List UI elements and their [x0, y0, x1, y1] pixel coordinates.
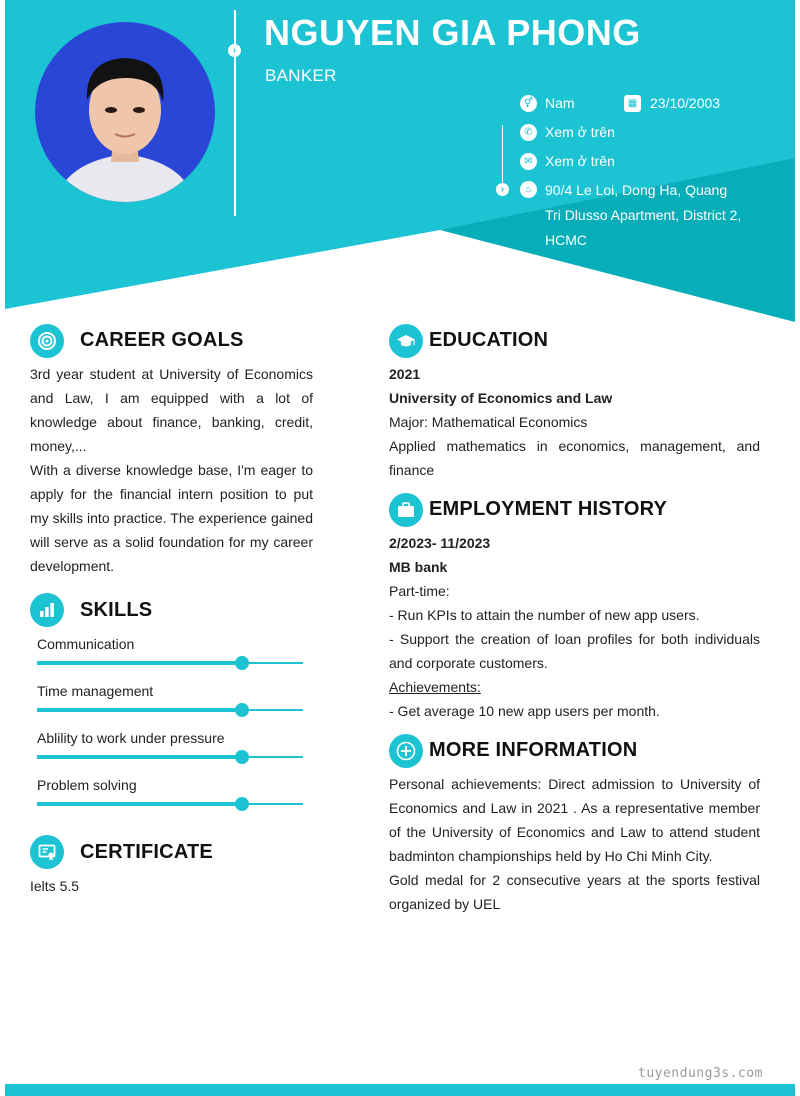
candidate-name: NGUYEN GIA PHONG	[264, 12, 641, 53]
certificate-icon	[30, 835, 64, 869]
skill-bar-fill	[37, 755, 242, 759]
email-icon: ✉	[520, 153, 537, 170]
employment-period: 2/2023- 11/2023	[389, 535, 491, 551]
employment-type: Part-time:	[389, 583, 450, 599]
contact-phone: Xem ở trên	[545, 124, 615, 140]
calendar-icon: ▦	[624, 95, 641, 112]
employment-title: EMPLOYMENT HISTORY	[429, 498, 668, 520]
more-info-paragraph-1: Personal achievements: Direct admission to University of Economics and Law in 2021 . As a representative member of the University of Economics and Law to attend student badminton championships held by Ho Chi Minh City.	[389, 776, 760, 864]
education-major: Major: Mathematical Economics	[389, 414, 588, 430]
header-divider-line	[234, 10, 236, 216]
contact-gender: Nam	[545, 95, 575, 111]
skill-bar	[37, 662, 303, 664]
education-title: EDUCATION	[429, 329, 549, 351]
skill-bar	[37, 803, 303, 805]
contact-address-line-3: HCMC	[545, 232, 587, 248]
bar-chart-icon	[30, 593, 64, 627]
avatar	[35, 22, 215, 202]
education-school: University of Economics and Law	[389, 390, 613, 406]
certificate-item: Ielts 5.5	[30, 878, 80, 894]
contact-email: Xem ở trên	[545, 153, 615, 169]
employment-duty: - Run KPIs to attain the number of new app users.	[389, 607, 700, 623]
skill-label: Time management	[37, 683, 154, 699]
career-goals-title: CAREER GOALS	[80, 329, 244, 351]
chevron-right-icon: ›	[228, 44, 241, 57]
career-goals-paragraph-2: With a diverse knowledge base, I'm eager to apply for the financial intern position to put my skills into practice. The experience gained will serve as a solid foundation for my career development.	[30, 462, 313, 574]
skill-bar-knob	[235, 797, 249, 811]
career-goals-paragraph-1: 3rd year student at University of Economics and Law, I am equipped with a lot of knowledge about finance, banking, credit, money,...	[30, 366, 313, 454]
watermark: tuyendung3s.com	[638, 1066, 763, 1081]
skill-bar-fill	[37, 802, 242, 806]
contact-birthdate: 23/10/2003	[650, 95, 721, 111]
briefcase-icon	[389, 493, 423, 527]
employment-achievement: - Get average 10 new app users per month.	[389, 703, 660, 719]
skill-label: Ablility to work under pressure	[37, 730, 225, 746]
employment-achievements-label: Achievements:	[389, 679, 481, 695]
skill-bar-knob	[235, 750, 249, 764]
certificate-title: CERTIFICATE	[80, 841, 213, 863]
job-title: BANKER	[265, 66, 337, 85]
home-icon: ⌂	[520, 181, 537, 198]
gender-icon: ⚥	[520, 95, 537, 112]
avatar-portrait	[35, 22, 215, 202]
education-description: Applied mathematics in economics, management, and finance	[389, 438, 760, 478]
phone-icon: ✆	[520, 124, 537, 141]
skill-bar	[37, 709, 303, 711]
skill-bar-fill	[37, 661, 242, 665]
contact-address-line-1: 90/4 Le Loi, Dong Ha, Quang	[545, 182, 728, 198]
target-icon	[30, 324, 64, 358]
skill-label: Problem solving	[37, 777, 137, 793]
education-year: 2021	[389, 366, 421, 382]
plus-circle-icon	[389, 734, 423, 768]
skill-bar-knob	[235, 656, 249, 670]
graduation-cap-icon	[389, 324, 423, 358]
skill-bar-knob	[235, 703, 249, 717]
skill-bar	[37, 756, 303, 758]
skill-label: Communication	[37, 636, 135, 652]
employment-company: MB bank	[389, 559, 448, 575]
contact-address-line-2: Tri Dlusso Apartment, District 2,	[545, 207, 742, 223]
more-info-title: MORE INFORMATION	[429, 739, 638, 761]
more-info-paragraph-2: Gold medal for 2 consecutive years at the sports festival organized by UEL	[389, 872, 760, 912]
skills-title: SKILLS	[80, 599, 153, 621]
footer-bar	[5, 1084, 795, 1096]
skill-bar-fill	[37, 708, 242, 712]
employment-duty: - Support the creation of loan profiles for both individuals and corporate customers.	[389, 631, 760, 671]
chevron-right-icon: ›	[496, 183, 509, 196]
